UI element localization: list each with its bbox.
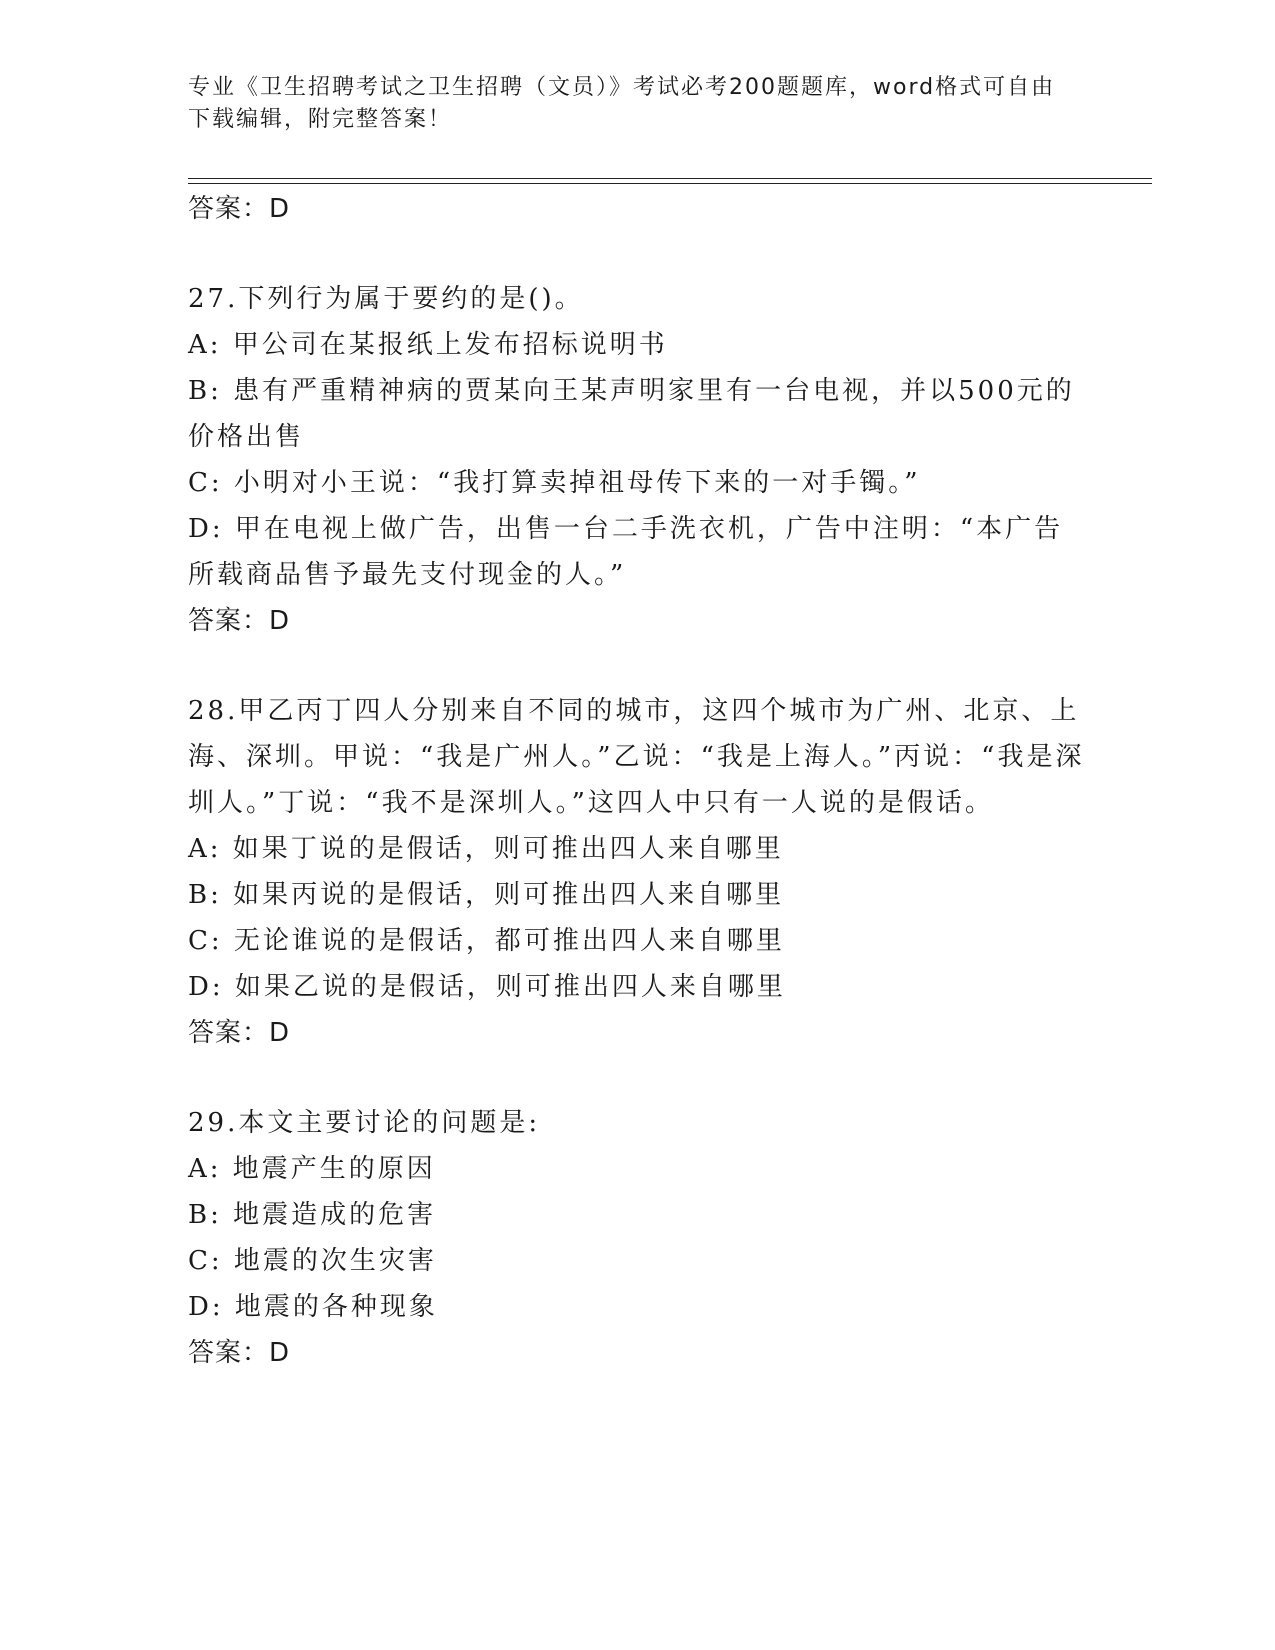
- option-b: B: 患有严重精神病的贾某向王某声明家里有一台电视，并以500元的价格出售: [188, 376, 1075, 452]
- document-header: 专业《卫生招聘考试之卫生招聘（文员）》考试必考200题题库，word格式可自由下载编辑，附完整答案！: [188, 75, 1056, 132]
- question-stem: 28.甲乙丙丁四人分别来自不同的城市，这四个城市为广州、北京、上海、深圳。甲说：“我是广州人。”乙说：“我是上海人。”丙说：“我是深圳人。”丁说：“我不是深圳人。”这四人中只有一人说的是假话。: [188, 696, 1085, 818]
- option-c: C: 地震的次生灾害: [188, 1246, 437, 1276]
- spacer: [188, 644, 1088, 688]
- answer-line: 答案：D: [188, 194, 291, 224]
- option-d: D: 地震的各种现象: [188, 1292, 438, 1322]
- answer-line: 答案：D: [188, 1338, 291, 1368]
- spacer: [188, 1056, 1088, 1100]
- option-c: C: 小明对小王说：“我打算卖掉祖母传下来的一对手镯。”: [188, 468, 921, 498]
- question-stem: 29.本文主要讨论的问题是:: [188, 1108, 541, 1138]
- option-b: B: 如果丙说的是假话，则可推出四人来自哪里: [188, 880, 785, 910]
- question-27: [188, 276, 1088, 644]
- header-rule-bottom: [188, 183, 1152, 184]
- question-29: [188, 1100, 1088, 1376]
- answer-line: 答案：D: [188, 606, 291, 636]
- spacer: [188, 232, 1088, 276]
- question-stem: 27.下列行为属于要约的是()。: [188, 284, 584, 314]
- option-c: C: 无论谁说的是假话，都可推出四人来自哪里: [188, 926, 785, 956]
- option-d: D: 如果乙说的是假话，则可推出四人来自哪里: [188, 972, 786, 1002]
- answer-line: 答案：D: [188, 1018, 291, 1048]
- option-d: D: 甲在电视上做广告，出售一台二手洗衣机，广告中注明：“本广告所载商品售予最先支付现金的人。”: [188, 514, 1064, 590]
- option-b: B: 地震造成的危害: [188, 1200, 437, 1230]
- option-a: A: 如果丁说的是假话，则可推出四人来自哪里: [188, 834, 784, 864]
- document-body: [188, 186, 1088, 1376]
- question-28: [188, 688, 1088, 1056]
- header-rule-top: [188, 178, 1152, 179]
- option-a: A: 甲公司在某报纸上发布招标说明书: [188, 330, 668, 360]
- option-a: A: 地震产生的原因: [188, 1154, 436, 1184]
